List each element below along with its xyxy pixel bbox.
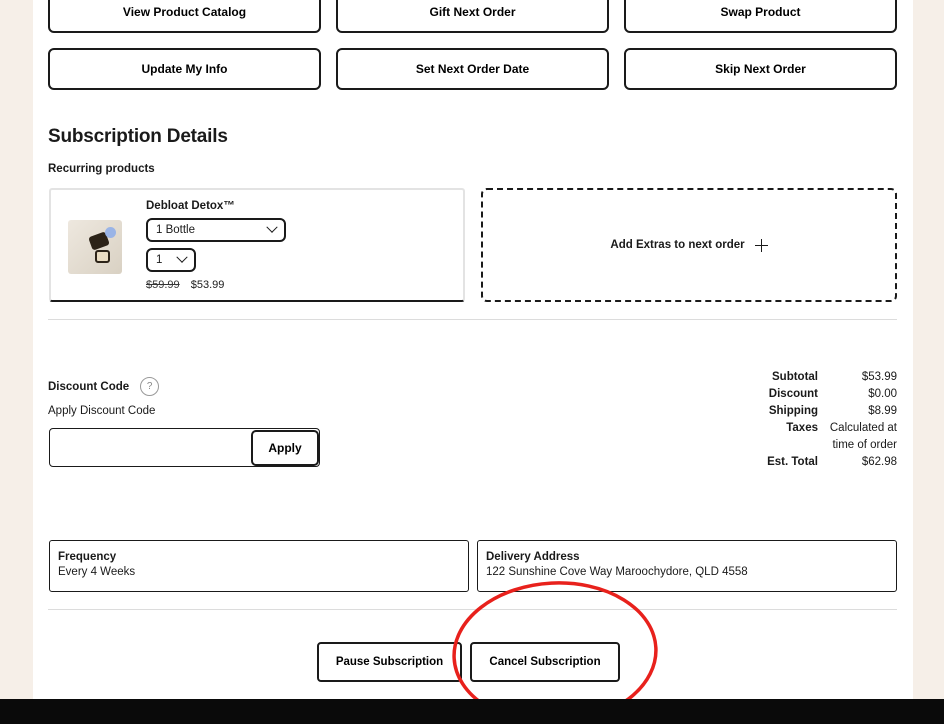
summary-label: Est. Total [767,456,818,468]
delivery-address-label: Delivery Address [486,551,580,563]
summary-label: Discount [768,388,818,400]
summary-value: $0.00 [868,388,897,400]
summary-value: Calculated at time of order [829,422,897,451]
frequency-value: Every 4 Weeks [58,566,136,578]
chevron-down-icon [266,222,277,233]
current-price: $53.99 [190,279,225,291]
apply-discount-button[interactable]: Apply [251,430,319,466]
summary-row-taxes [713,420,897,454]
order-summary [713,369,897,471]
summary-label: Subtotal [772,371,818,383]
summary-row-discount [713,386,897,403]
divider [48,609,897,610]
delivery-address-value: 122 Sunshine Cove Way Maroochydore, QLD 4558 [486,566,748,578]
variant-select[interactable] [146,218,286,242]
summary-row-shipping [713,403,897,420]
summary-value: $53.99 [861,371,897,383]
apply-discount-label: Apply Discount Code [48,405,156,417]
set-next-order-date-button[interactable]: Set Next Order Date [336,48,609,90]
swap-product-button[interactable]: Swap Product [624,0,897,33]
footer-bar [0,699,944,724]
delivery-address-box[interactable] [477,540,897,592]
product-price [146,279,224,291]
quantity-select-value: 1 [156,254,163,266]
summary-label: Shipping [768,405,818,417]
variant-select-value: 1 Bottle [156,224,195,236]
recurring-products-label: Recurring products [48,163,155,175]
cancel-subscription-button[interactable]: Cancel Subscription [470,642,620,682]
add-extras-label: Add Extras to next order [610,239,745,251]
frequency-box[interactable] [49,540,469,592]
discount-code-label [48,377,159,396]
summary-value: $8.99 [868,405,897,417]
page-content [33,0,913,699]
add-extras-button[interactable] [481,188,897,302]
skip-next-order-button[interactable]: Skip Next Order [624,48,897,90]
divider [48,319,897,320]
view-product-catalog-button[interactable]: View Product Catalog [48,0,321,33]
info-icon[interactable]: ? [140,377,159,396]
summary-value: $62.98 [861,456,897,468]
original-price: $59.99 [146,279,180,291]
discount-code-text: Discount Code [48,380,130,393]
plus-icon [755,239,768,252]
quantity-select[interactable] [146,248,196,272]
summary-row-subtotal [713,369,897,386]
product-card [49,188,465,302]
product-image [68,220,122,274]
chevron-down-icon [176,252,187,263]
gift-next-order-button[interactable]: Gift Next Order [336,0,609,33]
frequency-label: Frequency [58,551,117,563]
subscription-details-heading: Subscription Details [48,126,228,147]
update-my-info-button[interactable]: Update My Info [48,48,321,90]
pause-subscription-button[interactable]: Pause Subscription [317,642,462,682]
summary-row-total [713,454,897,471]
summary-label: Taxes [786,422,818,434]
product-name: Debloat Detox™ [146,200,235,212]
